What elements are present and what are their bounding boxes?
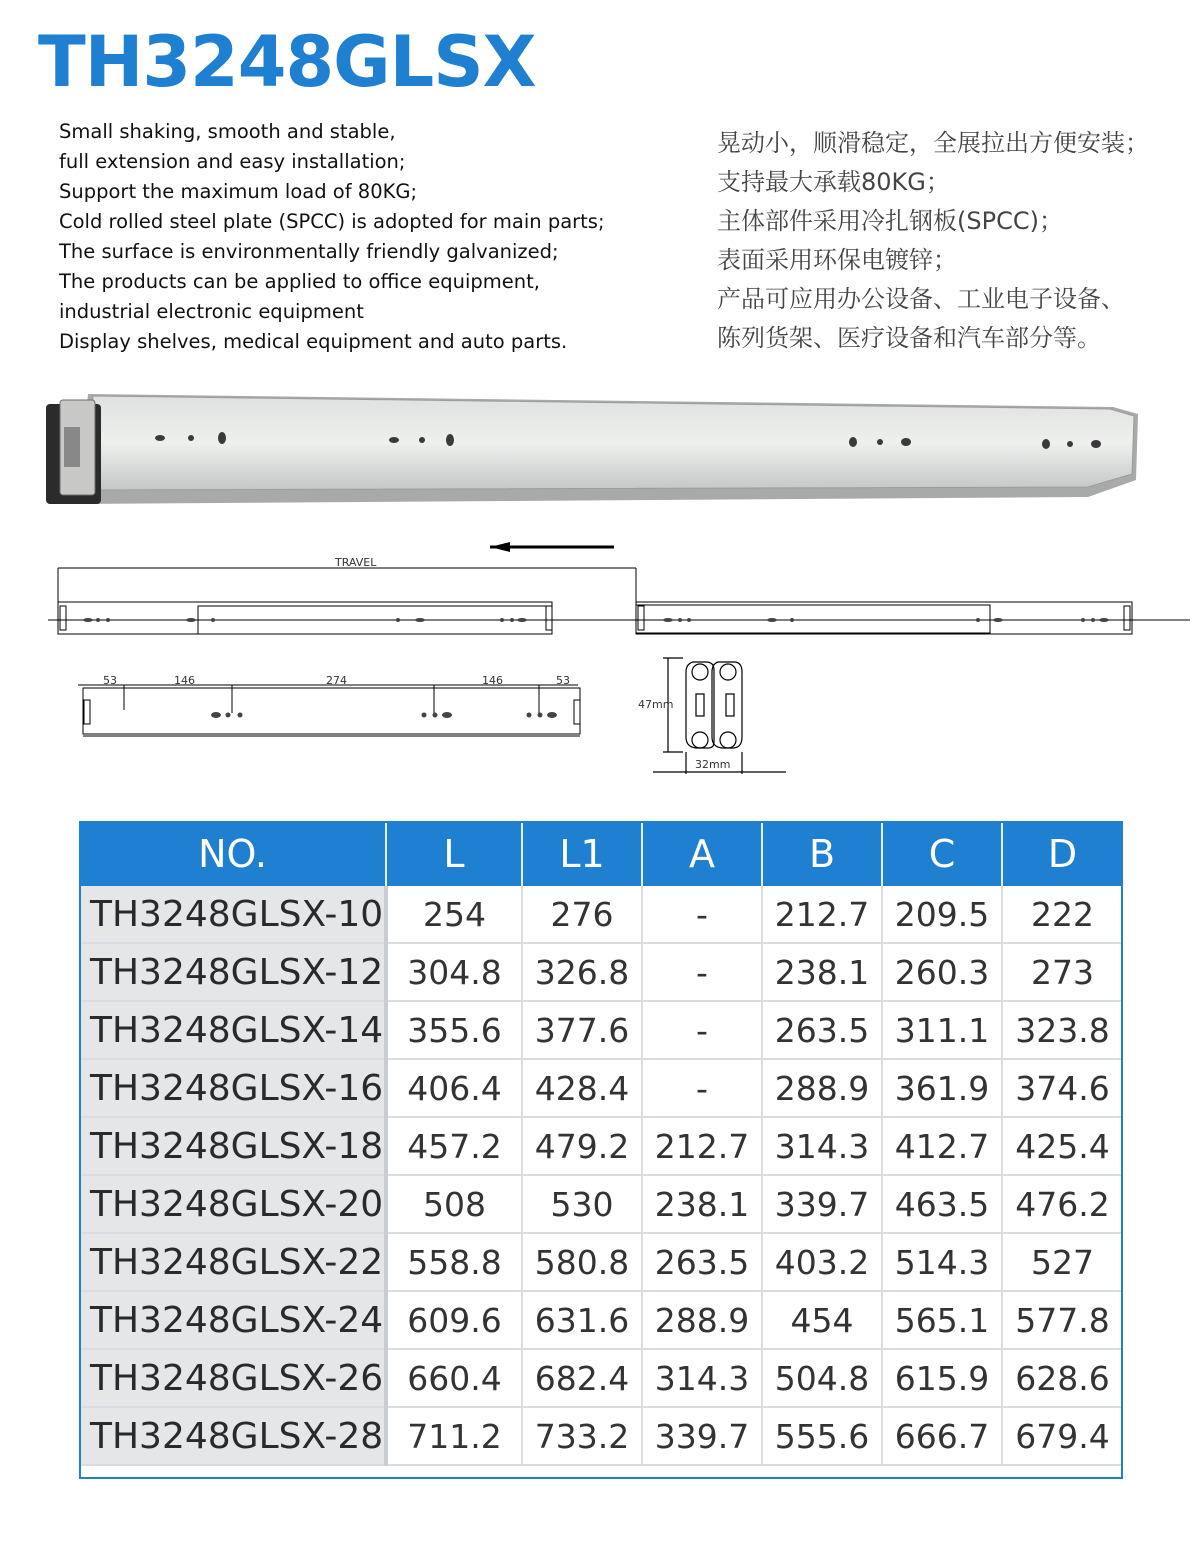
model-cell: TH3248GLSX-10	[80, 886, 386, 943]
column-header-l: L	[386, 822, 522, 886]
table-row	[80, 1233, 1122, 1291]
value-cell: 527	[1002, 1233, 1122, 1291]
description-en-line: Support the maximum load of 80KG;	[59, 180, 418, 203]
value-cell: 273	[1002, 943, 1122, 1001]
value-cell: 733.2	[522, 1407, 642, 1465]
value-cell: 339.7	[642, 1407, 762, 1465]
value-cell: 577.8	[1002, 1291, 1122, 1349]
dim-label: 53	[556, 674, 570, 687]
description-cn	[717, 124, 1149, 358]
value-cell: 377.6	[522, 1001, 642, 1059]
model-cell: TH3248GLSX-16	[80, 1059, 386, 1117]
column-header-a: A	[642, 822, 762, 886]
value-cell: 514.3	[882, 1233, 1002, 1291]
model-cell: TH3248GLSX-18	[80, 1117, 386, 1175]
value-cell: 682.4	[522, 1349, 642, 1407]
value-cell: 314.3	[642, 1349, 762, 1407]
value-cell: 263.5	[762, 1001, 882, 1059]
description-en-line: The products can be applied to office equipment,	[59, 270, 540, 293]
description-cn-line: 陈列货架、医疗设备和汽车部分等。	[717, 324, 1101, 352]
value-cell: 222	[1002, 886, 1122, 943]
value-cell: 355.6	[386, 1001, 522, 1059]
value-cell: 463.5	[882, 1175, 1002, 1233]
value-cell: -	[642, 886, 762, 943]
value-cell: 631.6	[522, 1291, 642, 1349]
value-cell: 428.4	[522, 1059, 642, 1117]
value-cell: 412.7	[882, 1117, 1002, 1175]
value-cell: 326.8	[522, 943, 642, 1001]
description-en-line: Small shaking, smooth and stable,	[59, 120, 396, 143]
width-dimension-label: 32mm	[695, 758, 731, 771]
column-header-l1: L1	[522, 822, 642, 886]
description-en-line: The surface is environmentally friendly galvanized;	[59, 240, 559, 263]
value-cell: 406.4	[386, 1059, 522, 1117]
value-cell: 555.6	[762, 1407, 882, 1465]
dim-label: 274	[326, 674, 347, 687]
value-cell: 276	[522, 886, 642, 943]
page-title: TH3248GLSX	[38, 21, 536, 103]
description-en-line: Cold rolled steel plate (SPCC) is adopted for main parts;	[59, 210, 605, 233]
value-cell: 565.1	[882, 1291, 1002, 1349]
table-row	[80, 1349, 1122, 1407]
description-cn-line: 晃动小，顺滑稳定，全展拉出方便安装；	[717, 129, 1149, 157]
value-cell: 476.2	[1002, 1175, 1122, 1233]
value-cell: 530	[522, 1175, 642, 1233]
value-cell: 288.9	[642, 1291, 762, 1349]
value-cell: 504.8	[762, 1349, 882, 1407]
value-cell: 660.4	[386, 1349, 522, 1407]
description-en-line: full extension and easy installation;	[59, 150, 406, 173]
dim-label: 53	[103, 674, 117, 687]
column-header-c: C	[882, 822, 1002, 886]
model-cell: TH3248GLSX-26	[80, 1349, 386, 1407]
value-cell: -	[642, 1001, 762, 1059]
value-cell: 711.2	[386, 1407, 522, 1465]
column-header-d: D	[1002, 822, 1122, 886]
model-cell: TH3248GLSX-12	[80, 943, 386, 1001]
travel-label: TRAVEL	[335, 556, 377, 569]
table-row	[80, 1175, 1122, 1233]
value-cell: 238.1	[762, 943, 882, 1001]
model-cell: TH3248GLSX-22	[80, 1233, 386, 1291]
table-row	[80, 1291, 1122, 1349]
value-cell: 508	[386, 1175, 522, 1233]
value-cell: 311.1	[882, 1001, 1002, 1059]
column-header-b: B	[762, 822, 882, 886]
value-cell: 323.8	[1002, 1001, 1122, 1059]
column-header-no: NO.	[80, 822, 386, 886]
value-cell: 454	[762, 1291, 882, 1349]
value-cell: 238.1	[642, 1175, 762, 1233]
dim-label: 146	[482, 674, 503, 687]
value-cell: 580.8	[522, 1233, 642, 1291]
value-cell: 339.7	[762, 1175, 882, 1233]
value-cell: 457.2	[386, 1117, 522, 1175]
spec-table	[80, 822, 1122, 1466]
cross-section-drawing	[638, 652, 788, 777]
table-body	[80, 886, 1122, 1465]
value-cell: 209.5	[882, 886, 1002, 943]
technical-drawing	[48, 530, 1193, 745]
value-cell: 425.4	[1002, 1117, 1122, 1175]
value-cell: 374.6	[1002, 1059, 1122, 1117]
slide-rail-photo	[38, 382, 1148, 512]
table-row	[80, 886, 1122, 943]
model-cell: TH3248GLSX-14	[80, 1001, 386, 1059]
value-cell: 254	[386, 886, 522, 943]
value-cell: 666.7	[882, 1407, 1002, 1465]
value-cell: 403.2	[762, 1233, 882, 1291]
description-en	[59, 117, 605, 357]
description-cn-line: 支持最大承载80KG；	[717, 168, 950, 196]
value-cell: 212.7	[762, 886, 882, 943]
model-cell: TH3248GLSX-24	[80, 1291, 386, 1349]
value-cell: 314.3	[762, 1117, 882, 1175]
value-cell: 260.3	[882, 943, 1002, 1001]
dim-label: 146	[174, 674, 195, 687]
table-row	[80, 1117, 1122, 1175]
description-cn-line: 表面采用环保电镀锌；	[717, 246, 957, 274]
value-cell: -	[642, 1059, 762, 1117]
model-cell: TH3248GLSX-20	[80, 1175, 386, 1233]
description-en-line: Display shelves, medical equipment and auto parts.	[59, 330, 568, 353]
value-cell: 558.8	[386, 1233, 522, 1291]
value-cell: 609.6	[386, 1291, 522, 1349]
value-cell: 361.9	[882, 1059, 1002, 1117]
value-cell: -	[642, 943, 762, 1001]
value-cell: 628.6	[1002, 1349, 1122, 1407]
table-row	[80, 1001, 1122, 1059]
description-cn-line: 主体部件采用冷扎钢板(SPCC)；	[717, 207, 1063, 235]
value-cell: 679.4	[1002, 1407, 1122, 1465]
value-cell: 304.8	[386, 943, 522, 1001]
description-cn-line: 产品可应用办公设备、工业电子设备、	[717, 285, 1125, 313]
table-row	[80, 1407, 1122, 1465]
table-row	[80, 1059, 1122, 1117]
model-cell: TH3248GLSX-28	[80, 1407, 386, 1465]
height-dimension-label: 47mm	[638, 698, 674, 711]
table-header-row	[80, 822, 1122, 886]
value-cell: 288.9	[762, 1059, 882, 1117]
description-en-line: industrial electronic equipment	[59, 300, 364, 323]
value-cell: 263.5	[642, 1233, 762, 1291]
value-cell: 615.9	[882, 1349, 1002, 1407]
value-cell: 212.7	[642, 1117, 762, 1175]
value-cell: 479.2	[522, 1117, 642, 1175]
table-row	[80, 943, 1122, 1001]
